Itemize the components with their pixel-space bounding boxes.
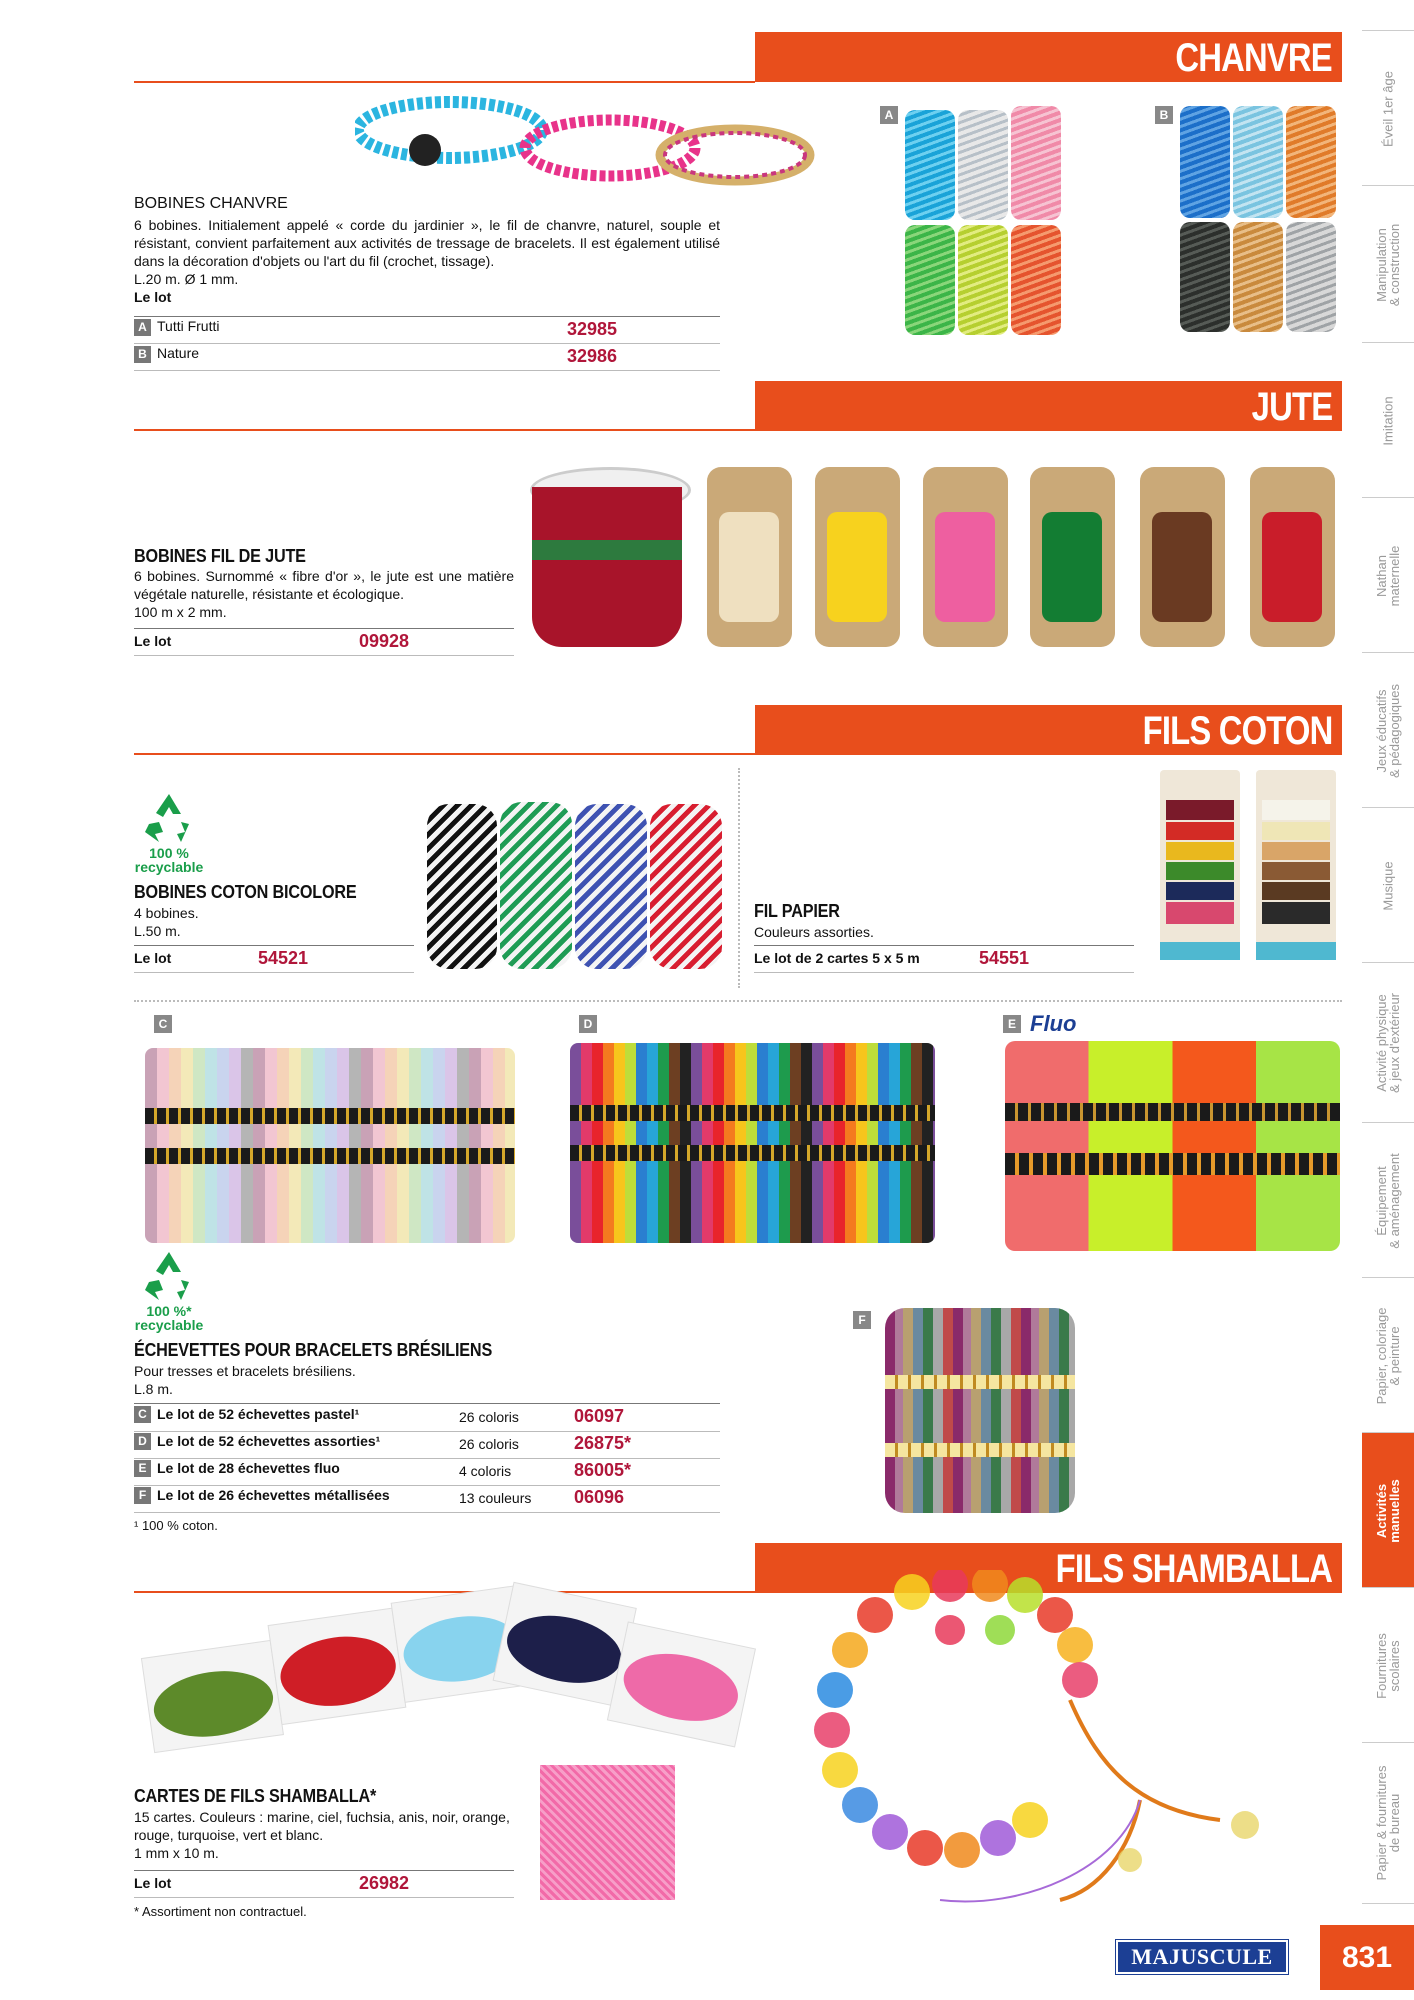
sidebar-item-jeux-educatifs[interactable]: Jeux éducatifs & pédagogiques [1362, 652, 1414, 808]
shamballa-cards-image [134, 1555, 784, 1755]
shamballa-thread-closeup-image [540, 1765, 675, 1900]
section-header-jute: JUTE [755, 381, 1342, 431]
section-rule [134, 753, 755, 755]
product-description: 6 bobines. Initialement appelé « corde du jardinier », le fil de chanvre, naturel, souple et résistant, convient parfaitement aux activités de tressage de bracelets. Il est également utilisé dans la décoration d'objets ou l'art du fil (crochet, tissage). L.20 m. Ø 1 mm. Le lot [134, 217, 720, 305]
product-title: ÉCHEVETTES POUR BRACELETS BRÉSILIENS [134, 1340, 493, 1360]
bracelets-image [355, 90, 845, 200]
sidebar-item-manipulation[interactable]: Manipulation & construction [1362, 185, 1414, 343]
section-header-chanvre: CHANVRE [755, 32, 1342, 82]
row-divider [134, 1000, 1342, 1002]
section-rule [134, 81, 755, 83]
footnote: * Assortiment non contractuel. [134, 1904, 307, 1919]
table-row: Le lot 26982 [134, 1872, 514, 1898]
product-description: 6 bobines. Surnommé « fibre d'or », le jute est une matière végétale naturelle, résistante et écologique. 100 m x 2 mm. [134, 568, 514, 620]
section-rule [134, 429, 755, 431]
divider [754, 945, 1134, 946]
page-number: 831 [1320, 1925, 1414, 1990]
skeins-metallic-image: F [850, 1305, 1080, 1515]
divider [134, 1403, 720, 1404]
product-title: BOBINES FIL DE JUTE [134, 546, 306, 566]
table-row: F Le lot de 26 échevettes métallisées 13 couleurs 06096 [134, 1486, 720, 1513]
table-row: Le lot de 2 cartes 5 x 5 m 54551 [754, 947, 1134, 973]
hemp-spools-tutti-frutti-image: A [880, 100, 1070, 345]
sidebar-item-papier-coloriage[interactable]: Papier, coloriage & peinture [1362, 1277, 1414, 1433]
section-header-fils-coton: FILS COTON [755, 705, 1342, 755]
divider [134, 1870, 514, 1871]
shamballa-bracelet-image [800, 1570, 1280, 1920]
sidebar-item-imitation[interactable]: Imitation [1362, 342, 1414, 498]
jute-cards-image [705, 462, 1342, 652]
recycle-icon [141, 1250, 197, 1302]
fluo-label: Fluo [1030, 1013, 1077, 1036]
brand-logo: MAJUSCULE [1116, 1940, 1288, 1974]
table-row: B Nature 32986 [134, 345, 720, 371]
cotton-bicolor-spools-image [425, 800, 725, 972]
jute-pot-image [520, 462, 700, 652]
product-description: Couleurs assorties. [754, 924, 874, 940]
product-description: 4 bobines. L.50 m. [134, 905, 199, 939]
sidebar-item-activite-physique[interactable]: Activité physique & jeux d'extérieur [1362, 962, 1414, 1123]
divider [134, 945, 414, 946]
product-title: FIL PAPIER [754, 901, 840, 921]
divider [134, 628, 514, 629]
divider [134, 316, 720, 317]
table-row: D Le lot de 52 échevettes assorties¹ 26 coloris 26875* [134, 1432, 720, 1459]
skeins-pastel-image: C [140, 1013, 520, 1245]
product-description: 15 cartes. Couleurs : marine, ciel, fuchsia, anis, noir, orange, rouge, turquoise, vert et blanc. 1 mm x 10 m. [134, 1809, 510, 1861]
paper-thread-cards-image [1158, 765, 1342, 965]
footnote: ¹ 100 % coton. [134, 1518, 218, 1533]
table-row: Le lot 54521 [134, 947, 414, 973]
product-title: BOBINES COTON BICOLORE [134, 882, 357, 902]
sidebar-item-activites-manuelles[interactable]: Activités manuelles [1362, 1432, 1414, 1588]
product-description: Pour tresses et bracelets brésiliens. L.8 m. [134, 1363, 356, 1397]
table-row: A Tutti Frutti 32985 [134, 318, 720, 344]
sidebar-item-nathan[interactable]: Nathan maternelle [1362, 497, 1414, 653]
product-title: CARTES DE FILS SHAMBALLA* [134, 1786, 377, 1806]
sidebar-item-equipement[interactable]: Équipement & aménagement [1362, 1122, 1414, 1278]
sidebar-item-fournitures[interactable]: Fournitures scolaires [1362, 1587, 1414, 1743]
section-header-fils-shamballa: FILS SHAMBALLA [755, 1543, 1342, 1593]
table-row: C Le lot de 52 échevettes pastel¹ 26 coloris 06097 [134, 1405, 720, 1432]
skeins-fluo-image: E Fluo [1000, 1013, 1342, 1253]
hemp-spools-nature-image: B [1155, 100, 1345, 345]
sidebar-item-papier-bureau[interactable]: Papier & fournitures de bureau [1362, 1742, 1414, 1904]
column-divider [738, 768, 740, 988]
skeins-assorted-image: D [565, 1013, 940, 1245]
product-title: BOBINES CHANVRE [134, 195, 288, 212]
table-row: E Le lot de 28 échevettes fluo 4 coloris 86005* [134, 1459, 720, 1486]
sidebar-item-eveil[interactable]: Éveil 1er âge [1362, 30, 1414, 186]
recyclable-badge: 100 %* recyclable [134, 1250, 204, 1332]
recycle-icon [141, 792, 197, 844]
sidebar-item-musique[interactable]: Musique [1362, 807, 1414, 963]
table-row: Le lot 09928 [134, 630, 514, 656]
recyclable-badge: 100 % recyclable [134, 792, 204, 874]
